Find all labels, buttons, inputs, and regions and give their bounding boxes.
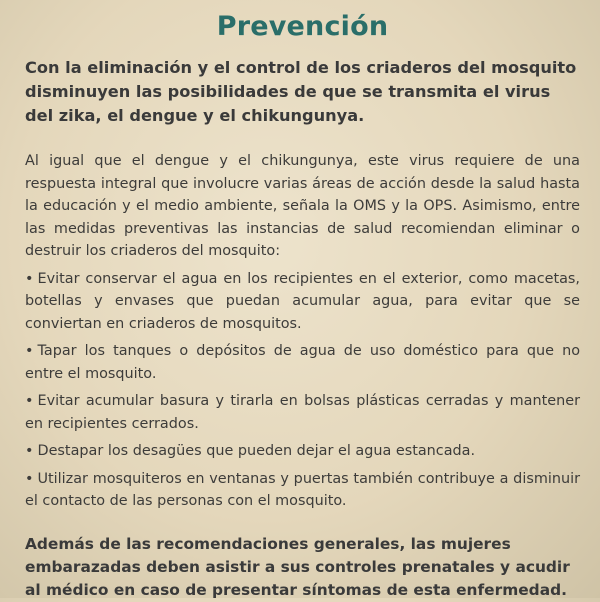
list-item-text: Destapar los desagües que pueden dejar el agua estancada. <box>37 443 476 459</box>
list-item-text: Evitar conservar el agua en los recipientes en el exterior, como macetas, botellas y envases que puedan acumular agua, para evitar que se conviertan en criaderos de mosquitos. <box>25 270 580 332</box>
list-item <box>25 390 580 435</box>
intro-paragraph: Con la eliminación y el control de los criaderos del mosquito disminuyen las posibilidades de que se transmita el virus del zika, el dengue y el chikungunya. <box>25 58 577 125</box>
bullet-marker: • <box>25 343 34 359</box>
bullet-marker: • <box>25 393 34 409</box>
bullet-marker: • <box>25 270 34 287</box>
prevention-list <box>25 268 580 513</box>
list-item <box>25 440 580 463</box>
body-paragraph: Al igual que el dengue y el chikungunya, este virus requiere de una respuesta integral que involucre varias áreas de acción desde la salud hasta la educación y el medio ambiente, señala la OMS y la OPS. Asimismo, entre las medidas preventivas las instancias de salud recomiendan eliminar o destruir los criaderos del mosquito: <box>25 153 580 259</box>
closing-paragraph: Además de las recomendaciones generales, las mujeres embarazadas deben asistir a sus controles prenatales y acudir al médico en caso de presentar síntomas de esta enfermedad. <box>25 534 570 599</box>
list-item <box>25 268 580 336</box>
list-item-text: Utilizar mosquiteros en ventanas y puertas también contribuye a disminuir el contacto de las personas con el mosquito. <box>25 470 580 509</box>
bullet-marker: • <box>25 443 34 459</box>
list-item-text: Tapar los tanques o depósitos de agua de uso doméstico para que no entre el mosquito. <box>25 343 580 382</box>
list-item-text: Evitar acumular basura y tirarla en bolsas plásticas cerradas y mantener en recipientes cerrados. <box>25 393 580 432</box>
list-item <box>25 468 580 513</box>
page-title: Prevención <box>216 11 389 42</box>
list-item <box>25 340 580 385</box>
bullet-marker: • <box>25 470 34 487</box>
